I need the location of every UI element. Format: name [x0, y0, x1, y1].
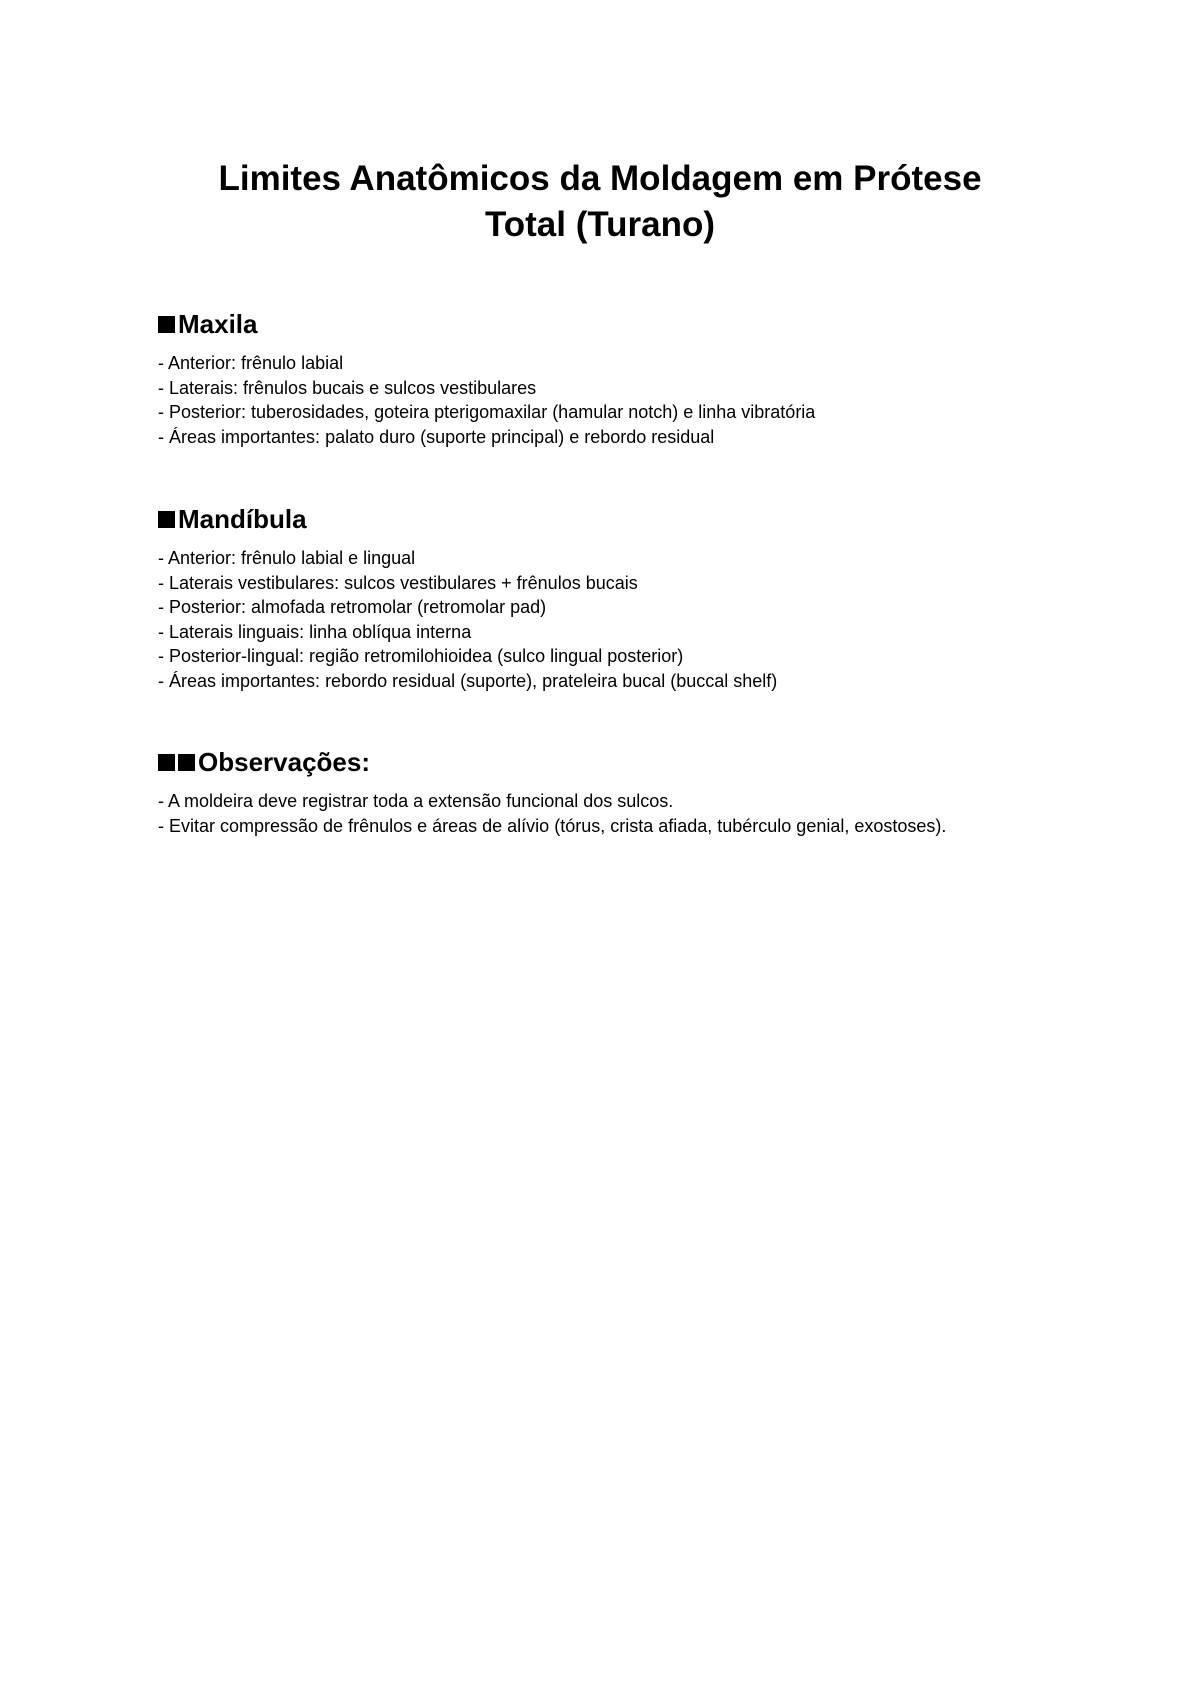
list-item: - Posterior: almofada retromolar (retromolar pad) — [158, 597, 547, 618]
black-square-bullet-icon — [158, 511, 175, 528]
list-item: - Posterior: tuberosidades, goteira pterigomaxilar (hamular notch) e linha vibratória — [158, 402, 816, 423]
observacoes-list — [158, 789, 1118, 838]
section-heading-mandibula — [158, 502, 1118, 536]
list-item: - Laterais linguais: linha oblíqua interna — [158, 621, 472, 642]
section-heading-maxila — [158, 307, 1118, 341]
section-heading-label: Mandíbula — [178, 504, 307, 534]
list-item: - Anterior: frênulo labial — [158, 353, 344, 373]
black-square-bullet-icon — [158, 754, 175, 771]
document-title — [150, 156, 1050, 248]
section-maxila — [158, 307, 1118, 449]
list-item: - Evitar compressão de frênulos e áreas de alívio (tórus, crista afiada, tubérculo genial, exostoses). — [158, 815, 947, 836]
list-item: - Posterior-lingual: região retromilohioidea (sulco lingual posterior) — [158, 646, 684, 667]
list-item: - Laterais vestibulares: sulcos vestibulares + frênulos bucais — [158, 572, 638, 593]
section-heading-observacoes — [158, 745, 1118, 779]
maxila-list — [158, 351, 1118, 449]
section-heading-label: Maxila — [178, 309, 258, 339]
section-mandibula — [158, 502, 1118, 694]
mandibula-list — [158, 546, 1118, 694]
section-observacoes — [158, 745, 1118, 838]
list-item: - Áreas importantes: palato duro (suporte principal) e rebordo residual — [158, 426, 715, 447]
list-item: - Anterior: frênulo labial e lingual — [158, 548, 416, 568]
document-title-line-1: Limites Anatômicos da Moldagem em Prótese — [218, 159, 982, 198]
section-heading-label: Observações: — [198, 747, 370, 777]
list-item: - A moldeira deve registrar toda a extensão funcional dos sulcos. — [158, 791, 674, 811]
document-title-line-2: Total (Turano) — [484, 205, 716, 244]
black-square-bullet-icon — [158, 316, 175, 333]
black-square-bullet-icon — [178, 754, 195, 771]
list-item: - Áreas importantes: rebordo residual (suporte), prateleira bucal (buccal shelf) — [158, 670, 778, 691]
list-item: - Laterais: frênulos bucais e sulcos vestibulares — [158, 377, 537, 398]
